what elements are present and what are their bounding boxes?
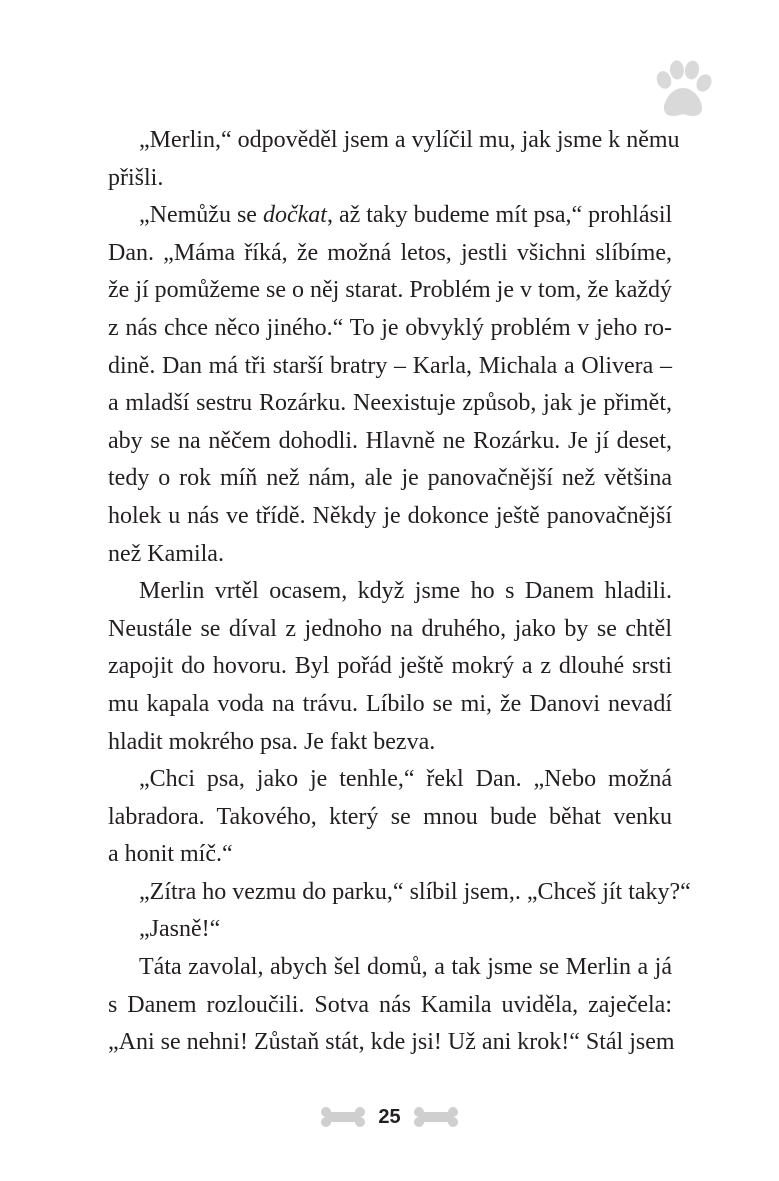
text-line: „Zítra ho vezmu do parku,“ slíbil jsem,. „Chceš jít taky?“ [139, 878, 691, 905]
text-segment: „Nemůžu se [139, 202, 263, 229]
text-segment: , až taky budeme mít psa,“ prohlásil [326, 202, 673, 229]
text-line: holek u nás ve třídě. Někdy je dokonce ještě panovačnější [108, 502, 672, 529]
paragraph [108, 573, 672, 761]
text-line: Neustále se díval z jednoho na druhého, jako by se chtěl [108, 615, 672, 642]
text-line: „Merlin,“ odpověděl jsem a vylíčil mu, jak jsme k němu [139, 127, 680, 153]
text-line: Merlin vrtěl ocasem, když jsme ho s Danem hladili. [139, 578, 672, 605]
text-line: hladit mokrého psa. Je fakt bezva. [108, 728, 436, 755]
page-number: 25 [378, 1105, 401, 1128]
text-line: než Kamila. [108, 540, 224, 567]
paragraph [108, 122, 680, 197]
text-line: aby se na něčem dohodli. Hlavně ne Rozárku. Je jí deset, [108, 427, 672, 454]
paragraph [108, 761, 672, 874]
text-line: že jí pomůžeme se o něj starat. Problém je v tom, že každý [108, 277, 672, 304]
text-line: „Ani se nehni! Zůstaň stát, kde jsi! Už ani krok!“ Stál jsem [108, 1029, 675, 1056]
text-line [108, 197, 672, 235]
text-line: Dan. „Máma říká, že možná letos, jestli všichni slíbíme, [108, 239, 672, 266]
text-line: dině. Dan má tři starší bratry – Karla, Michala a Olivera – [108, 352, 672, 379]
text-line: „Chci psa, jako je tenhle,“ řekl Dan. „Nebo možná [139, 766, 672, 793]
text-line: zapojit do hovoru. Byl pořád ještě mokrý a z dlouhé srsti [108, 653, 672, 680]
bone-icon [320, 1106, 366, 1128]
paragraph [108, 949, 675, 1062]
text-line: a honit míč.“ [108, 841, 233, 868]
text-line: tedy o rok míň než nám, ale je panovačnější než většina [108, 465, 672, 492]
page-body [108, 122, 691, 1062]
text-line: a mladší sestru Rozárku. Neexistuje způsob, jak je přimět, [108, 390, 672, 417]
emphasized-word: dočkat [262, 202, 327, 229]
paw-print-icon [650, 58, 716, 124]
paragraph [108, 197, 672, 573]
text-line: labradora. Takového, který se mnou bude běhat venku [108, 803, 672, 830]
text-line: přišli. [108, 164, 164, 191]
text-line: Táta zavolal, abych šel domů, a tak jsme se Merlin a já [139, 954, 672, 981]
bone-icon [413, 1106, 459, 1128]
text-line: z nás chce něco jiného.“ To je obvyklý problém v jeho ro- [108, 314, 672, 341]
text-line: s Danem rozloučili. Sotva nás Kamila uviděla, zaječela: [108, 991, 672, 1018]
text-line: „Jasně!“ [139, 916, 221, 943]
page-footer [0, 1100, 779, 1134]
paragraph [108, 874, 691, 912]
text-line: mu kapala voda na trávu. Líbilo se mi, že Danovi nevadí [108, 690, 672, 717]
paragraph [108, 911, 672, 949]
